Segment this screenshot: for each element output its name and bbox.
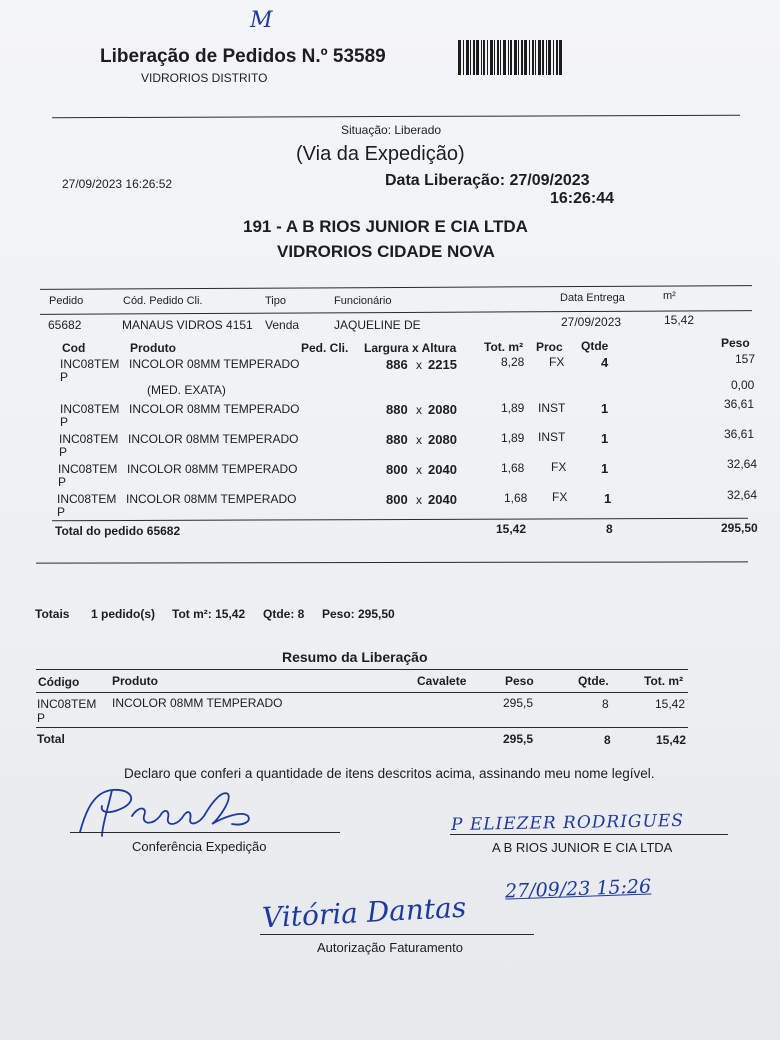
item-altura: 2040 <box>428 462 457 477</box>
totals-qtde: Qtde: 8 <box>263 607 305 621</box>
item-tot-m2: 1,68 <box>501 461 525 475</box>
conferencia-line <box>70 832 340 833</box>
col-funcionario: Funcionário <box>334 295 392 307</box>
item-proc: INST <box>538 430 566 444</box>
conferencia-label: Conferência Expedição <box>132 839 267 854</box>
item-proc: FX <box>551 460 567 474</box>
item-cod-suffix: P <box>60 370 69 384</box>
item-proc: INST <box>538 401 566 415</box>
item-col-qtde: Qtde <box>581 339 609 353</box>
summary-total-qtde: 8 <box>604 733 611 747</box>
item-produto: INCOLOR 08MM TEMPERADO <box>129 357 300 371</box>
section-divider <box>36 561 748 563</box>
item-col-largura-altura: Largura x Altura <box>364 341 457 355</box>
item-cod: INC08TEM <box>60 357 120 371</box>
summary-col-codigo: Código <box>38 675 80 689</box>
item-peso: 32,64 <box>727 488 758 502</box>
printed-timestamp: 27/09/2023 16:26:52 <box>62 177 173 191</box>
autorizacao-label: Autorização Faturamento <box>317 940 463 955</box>
item-cod: INC08TEM <box>59 432 119 446</box>
totals-peso: Peso: 295,50 <box>322 607 395 621</box>
item-col-proc: Proc <box>536 340 563 354</box>
summary-tot-m2: 15,42 <box>655 697 686 711</box>
handwritten-mark: M <box>250 8 273 33</box>
summary-col-tot-m2: Tot. m² <box>644 674 684 688</box>
order-data-entrega: 27/09/2023 <box>561 315 622 329</box>
item-altura: 2040 <box>428 492 457 507</box>
item-qtde: 1 <box>601 431 609 446</box>
client-name: 191 - A B RIOS JUNIOR E CIA LTDA <box>243 217 528 236</box>
order-table-top-line <box>40 285 752 290</box>
cliente-label: A B RIOS JUNIOR E CIA LTDA <box>492 840 673 855</box>
item-peso: 157 <box>735 352 756 366</box>
summary-peso: 295,5 <box>503 696 534 710</box>
summary-total-label: Total <box>37 732 65 746</box>
summary-header-line <box>36 692 688 693</box>
order-cod-pedido-cli: MANAUS VIDROS 4151 <box>122 318 253 332</box>
summary-top-line <box>36 669 688 670</box>
item-col-produto: Produto <box>130 341 176 355</box>
item-qtde: 1 <box>604 491 612 506</box>
item-cod: INC08TEM <box>60 402 120 416</box>
item-cod-suffix: P <box>57 505 66 519</box>
barcode <box>458 40 580 75</box>
status-text: Situação: Liberado <box>341 123 442 137</box>
item-cod: INC08TEM <box>57 492 117 506</box>
col-data-entrega: Data Entrega <box>560 292 625 304</box>
item-cod-suffix: P <box>60 415 69 429</box>
summary-title: Resumo da Liberação <box>282 649 428 665</box>
order-total-label: Total do pedido 65682 <box>55 524 181 538</box>
item-largura: 886 <box>386 357 408 372</box>
item-largura: 800 <box>386 462 408 477</box>
summary-col-produto: Produto <box>112 674 158 688</box>
summary-row-line <box>36 727 688 728</box>
item-proc: FX <box>549 355 565 369</box>
col-pedido: Pedido <box>49 295 84 307</box>
conferencia-signature <box>72 780 272 840</box>
item-x: x <box>416 433 422 447</box>
item-tot-m2: 1,68 <box>504 491 528 505</box>
via-label: (Via da Expedição) <box>296 143 465 165</box>
item-cod-suffix: P <box>59 445 68 459</box>
item-col-ped-cli: Ped. Cli. <box>301 341 349 355</box>
summary-codigo: INC08TEM <box>37 697 97 711</box>
summary-col-peso: Peso <box>505 674 534 688</box>
order-total-peso: 295,50 <box>721 521 758 535</box>
item-col-tot-m2: Tot. m² <box>484 340 524 354</box>
order-total-qtde: 8 <box>606 522 613 536</box>
item-tot-m2: 8,28 <box>501 355 525 369</box>
totals-pedidos: 1 pedido(s) <box>91 607 156 621</box>
item-largura: 880 <box>386 432 408 447</box>
item-produto: INCOLOR 08MM TEMPERADO <box>128 432 299 446</box>
item-x: x <box>416 403 422 417</box>
item-x: x <box>416 493 422 507</box>
item-cod-suffix: P <box>58 475 67 489</box>
item-note-peso: 0,00 <box>731 378 755 392</box>
order-tipo: Venda <box>265 318 300 332</box>
item-tot-m2: 1,89 <box>501 401 525 415</box>
order-header-underline <box>40 310 752 315</box>
col-cod-pedido-cli: Cód. Pedido Cli. <box>123 295 203 307</box>
item-qtde: 4 <box>601 355 609 370</box>
item-altura: 2080 <box>428 402 457 417</box>
item-largura: 800 <box>386 492 408 507</box>
release-date: Data Liberação: 27/09/2023 <box>385 172 590 189</box>
summary-qtde: 8 <box>602 697 609 711</box>
handwritten-date: 27/09/23 15:26 <box>504 875 652 903</box>
store-name: VIDRORIOS CIDADE NOVA <box>277 242 495 261</box>
summary-col-cavalete: Cavalete <box>417 674 467 688</box>
item-qtde: 1 <box>601 401 609 416</box>
summary-produto: INCOLOR 08MM TEMPERADO <box>112 696 283 710</box>
item-col-peso: Peso <box>721 336 750 350</box>
item-largura: 880 <box>386 402 408 417</box>
declaration-text: Declaro que conferi a quantidade de itens descritos acima, assinando meu nome legível. <box>124 766 655 781</box>
item-tot-m2: 1,89 <box>501 431 525 445</box>
item-x: x <box>416 463 422 477</box>
summary-col-qtde: Qtde. <box>578 674 609 688</box>
item-produto: INCOLOR 08MM TEMPERADO <box>129 402 300 416</box>
item-x: x <box>416 358 422 372</box>
order-pedido: 65682 <box>48 318 82 332</box>
order-funcionario: JAQUELINE DE <box>334 318 421 332</box>
company-name: VIDRORIOS DISTRITO <box>141 71 268 85</box>
summary-total-tot-m2: 15,42 <box>656 733 687 747</box>
col-tipo: Tipo <box>265 295 286 307</box>
item-peso: 32,64 <box>727 457 758 471</box>
summary-codigo-suffix: P <box>37 711 46 725</box>
order-total-line <box>52 518 748 521</box>
autorizacao-handwritten-name: Vitória Dantas <box>261 890 467 935</box>
item-produto: INCOLOR 08MM TEMPERADO <box>126 492 297 506</box>
item-qtde: 1 <box>601 461 609 476</box>
item-col-cod: Cod <box>62 341 86 355</box>
item-peso: 36,61 <box>724 397 755 411</box>
item-altura: 2215 <box>428 357 457 372</box>
order-total-m2: 15,42 <box>496 522 527 536</box>
item-proc: FX <box>552 490 568 504</box>
summary-total-peso: 295,5 <box>503 732 534 746</box>
item-produto: INCOLOR 08MM TEMPERADO <box>127 462 298 476</box>
order-m2: 15,42 <box>664 313 695 327</box>
item-altura: 2080 <box>428 432 457 447</box>
item-peso: 36,61 <box>724 427 755 441</box>
item-note: (MED. EXATA) <box>147 383 226 397</box>
cliente-line <box>450 834 728 835</box>
col-m2: m² <box>663 290 676 302</box>
release-time: 16:26:44 <box>550 190 615 207</box>
autorizacao-line <box>260 934 534 935</box>
item-cod: INC08TEM <box>58 462 118 476</box>
header-divider <box>52 115 740 118</box>
totals-m2: Tot m²: 15,42 <box>172 607 246 621</box>
document-title: Liberação de Pedidos N.º 53589 <box>100 46 386 67</box>
cliente-handwritten-name: P ELIEZER RODRIGUES <box>450 810 685 836</box>
totals-label: Totais <box>35 607 70 621</box>
